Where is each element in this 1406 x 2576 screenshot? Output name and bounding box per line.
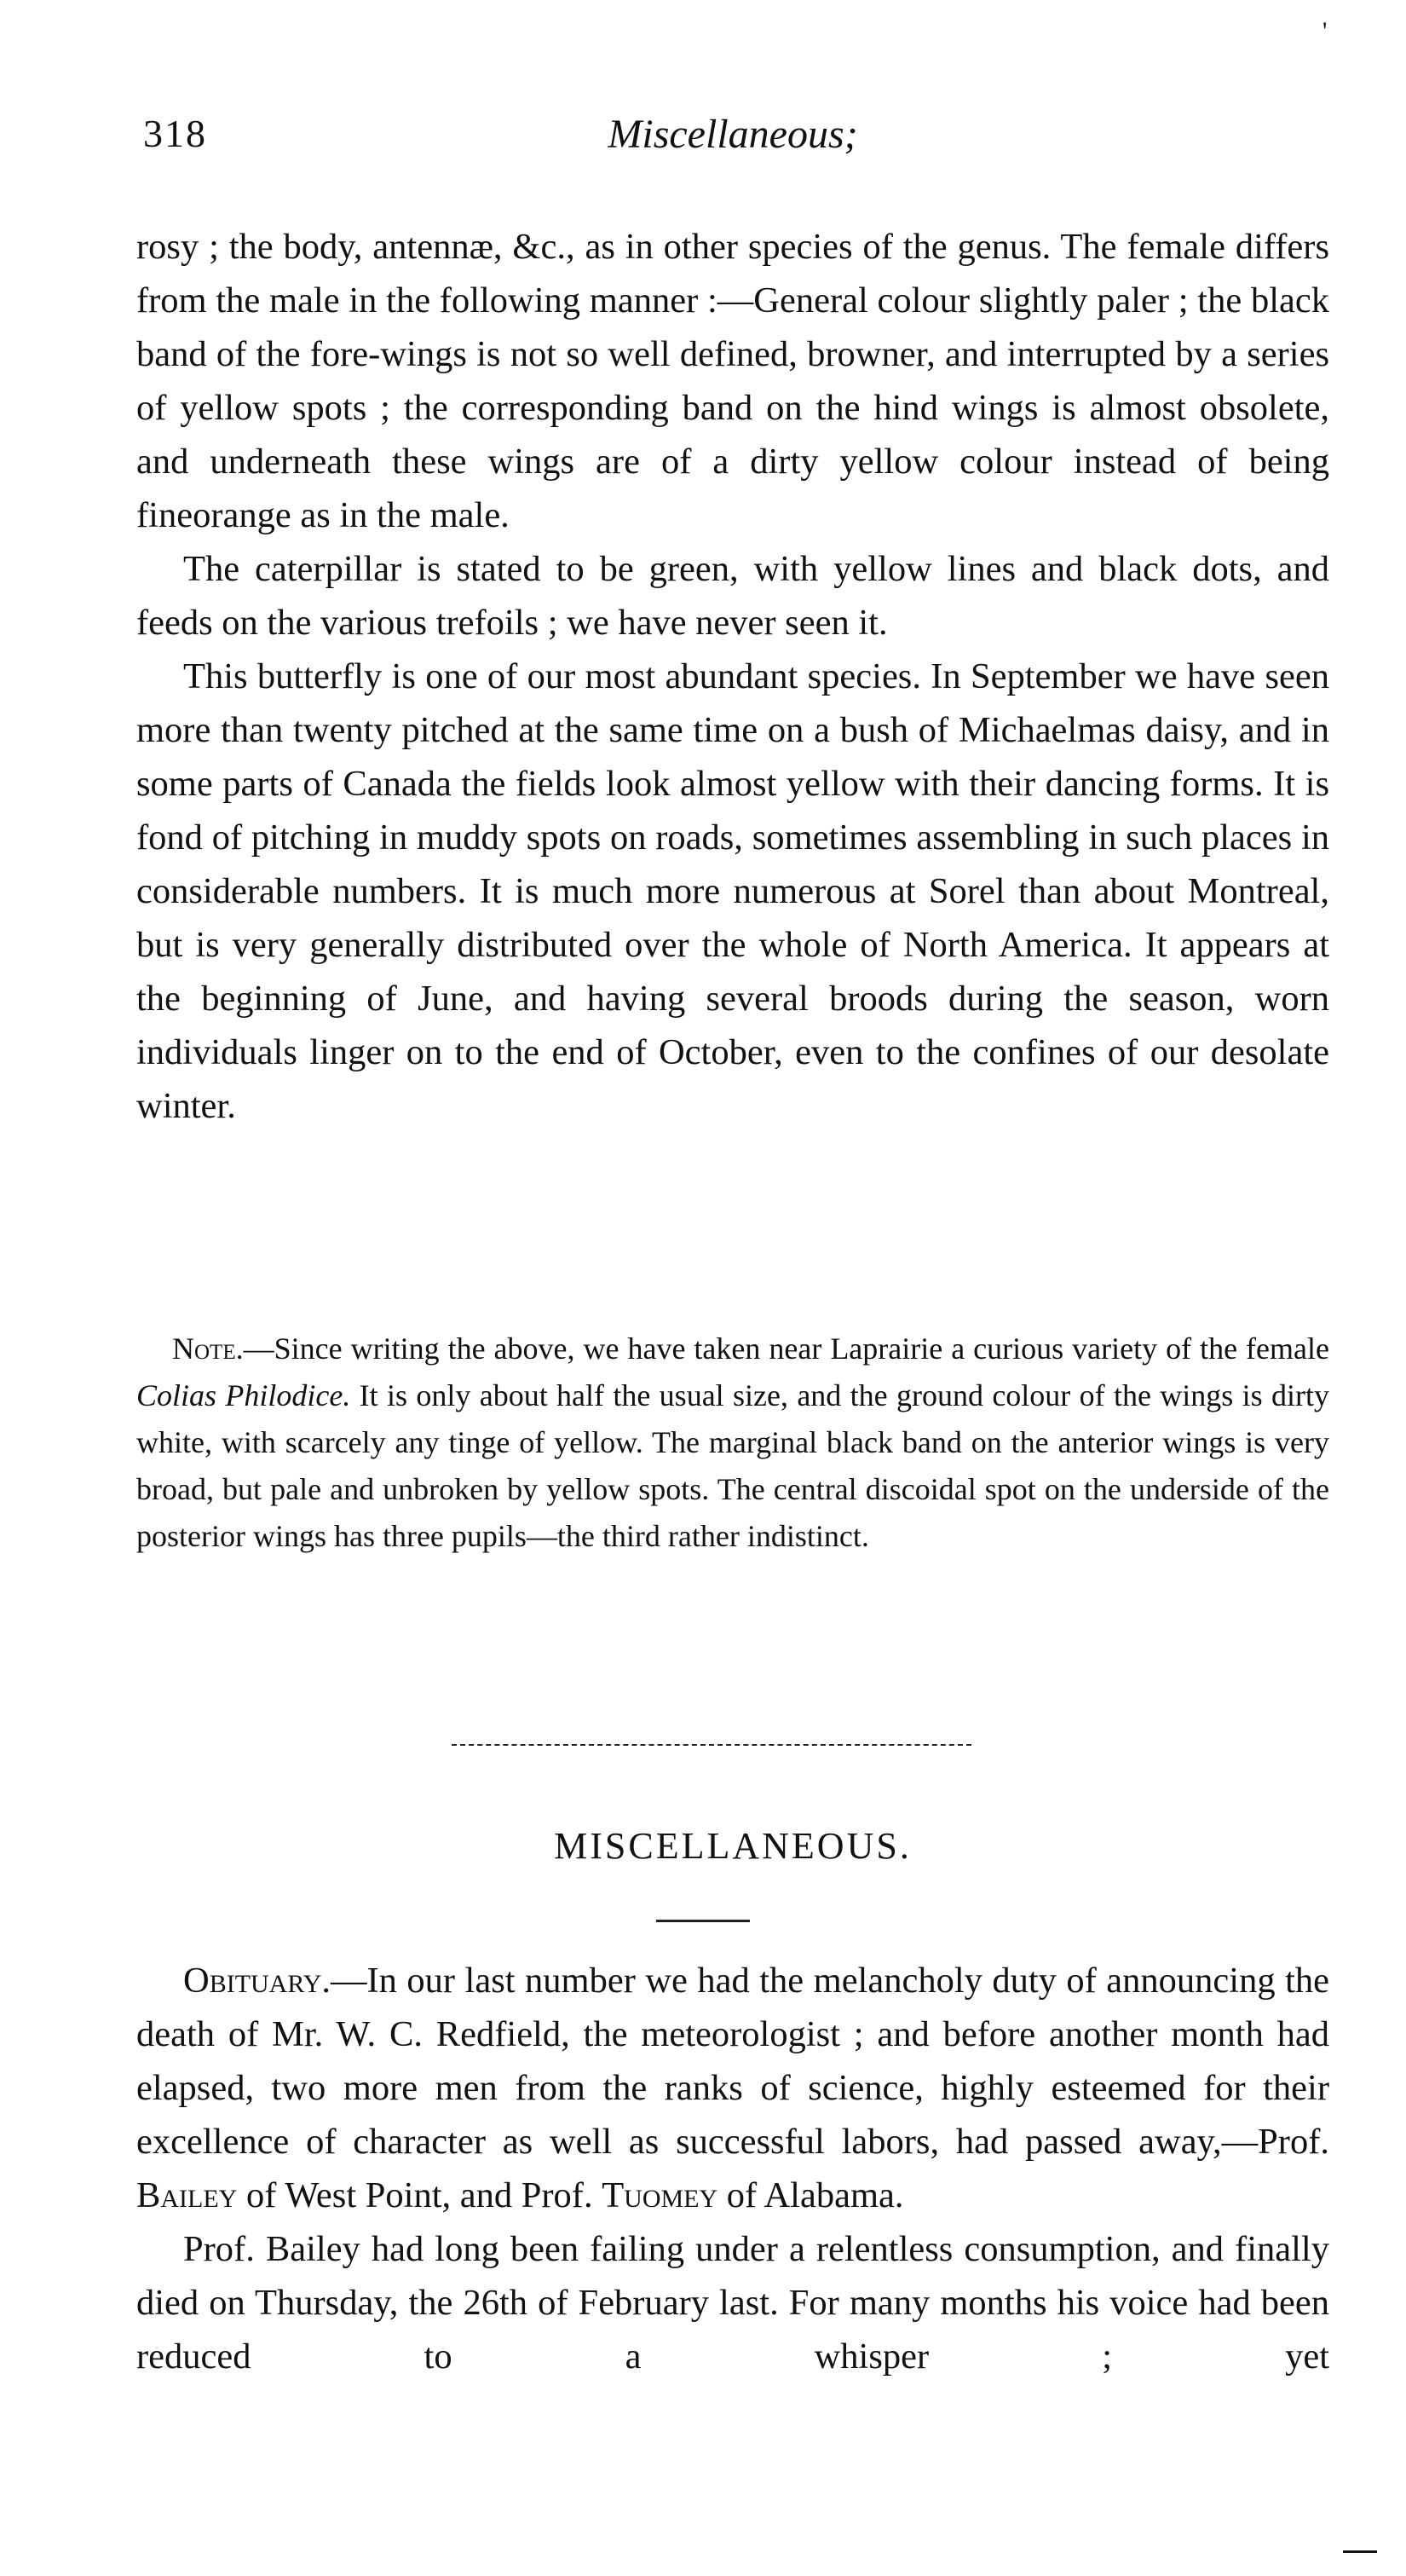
- note-text-1: —Since writing the above, we have taken near Laprairie a curious variety of the female: [243, 1331, 1329, 1366]
- note-text-2: It is only about half the usual size, and the ground colour of the wings is dirty white, with scarcely any tinge of yellow. The marginal black band on the anterior wings is very broad, but pale and unbroken by yellow spots. The central discoidal spot on the underside of the posterior wings has three pupils—the third rather indistinct.: [136, 1378, 1329, 1553]
- obituary-name-tuomey: Tuomey: [602, 2175, 718, 2215]
- bottom-mark: [1343, 2550, 1377, 2553]
- running-head: Miscellaneous;: [608, 112, 858, 157]
- paragraph-habits: This butterfly is one of our most abundant species. In September we have seen more than twenty pitched at the same time on a bush of Michaelmas daisy, and in some parts of Canada the fields look almost yellow with their dancing forms. It is fond of pitching in muddy spots on roads, sometimes assembling in such places in considerable numbers. It is much more numerous at Sorel than about Montreal, but is very generally distributed over the whole of North America. It appears at the beginning of June, and having several broods during the season, worn individuals linger on to the end of October, even to the confines of our desolate winter.: [136, 656, 1329, 1126]
- note-paragraph: [136, 1326, 1329, 1560]
- corner-mark: ': [1322, 17, 1328, 45]
- paragraph-obituary: [136, 1954, 1329, 2222]
- section-title: MISCELLANEOUS.: [554, 1825, 912, 1867]
- section-divider: [452, 1744, 971, 1746]
- note-lead: Note.: [172, 1331, 244, 1366]
- miscellaneous-section: [136, 1954, 1329, 2383]
- obituary-text-1: —In our last number we had the melancholy duty of announcing the death of Mr. W. C. Redfield, the meteorologist ; and before another month had elapsed, two more men from the ranks of science, highly esteemed for their excellence of character as well as successful labors, had passed away,—Prof.: [136, 1961, 1329, 2162]
- book-page: [136, 0, 1329, 2576]
- obituary-text-3: of Alabama.: [717, 2175, 904, 2215]
- obituary-name-bailey: Bailey: [136, 2175, 238, 2215]
- obituary-text-2: of West Point, and Prof.: [237, 2175, 602, 2215]
- paragraph-caterpillar: The caterpillar is stated to be green, with yellow lines and black dots, and feeds on the various trefoils ; we have never seen it.: [136, 549, 1329, 643]
- note-species: Colias Philodice.: [136, 1378, 351, 1412]
- paragraph-bailey: Prof. Bailey had long been failing under a relentless consumption, and finally died on Thursday, the 26th of February last. For many months his voice had been reduced to a whisper ; yet: [136, 2229, 1329, 2377]
- paragraph-description: rosy ; the body, antennæ, &c., as in other species of the genus. The female differs from the male in the following manner :—General colour slightly paler ; the black band of the fore-wings is not so well defined, browner, and interrupted by a series of yellow spots ; the corresponding band on the hind wings is almost obsolete, and underneath these wings are of a dirty yellow colour instead of being fineorange as in the male.: [136, 227, 1329, 535]
- note-block: [136, 1326, 1329, 1560]
- title-underline: [656, 1920, 750, 1922]
- obituary-lead: Obituary.: [183, 1961, 331, 2001]
- article-continuation: [136, 220, 1329, 1133]
- page-header: [136, 111, 1329, 162]
- page-number: 318: [143, 112, 207, 155]
